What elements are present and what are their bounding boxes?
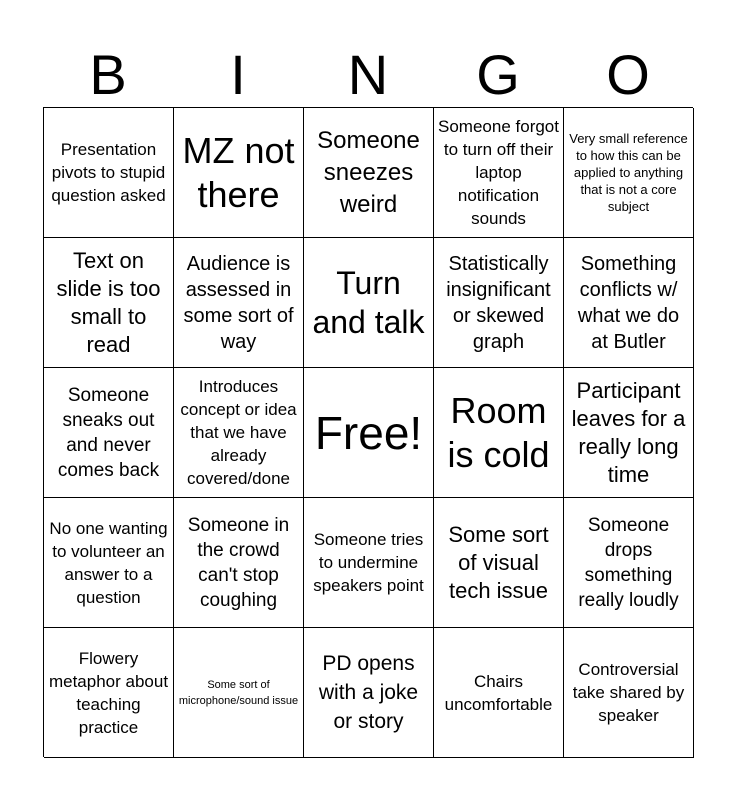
bingo-cell[interactable]: [174, 498, 304, 628]
bingo-cell[interactable]: [434, 238, 564, 368]
cell-text: Chairs uncomfortable: [444, 671, 553, 714]
bingo-cell[interactable]: [174, 108, 304, 238]
free-space-text: Free!: [314, 406, 423, 459]
header-letter-i: I: [230, 43, 246, 106]
bingo-cell[interactable]: [44, 368, 174, 498]
cell-text: Flowery metaphor about teaching practice: [48, 648, 169, 737]
header-letter-o: O: [606, 43, 650, 106]
bingo-cell[interactable]: [44, 108, 174, 238]
bingo-cell[interactable]: [564, 498, 694, 628]
bingo-cell[interactable]: [434, 498, 564, 628]
bingo-cell[interactable]: [434, 108, 564, 238]
bingo-cell[interactable]: [44, 498, 174, 628]
cell-text: Someone sneezes weird: [317, 126, 420, 218]
bingo-cell[interactable]: [564, 368, 694, 498]
bingo-cell[interactable]: [564, 108, 694, 238]
bingo-cell[interactable]: [44, 628, 174, 758]
bingo-header: [43, 44, 693, 106]
bingo-cell[interactable]: [434, 368, 564, 498]
cell-text: Controversial take shared by speaker: [572, 660, 685, 725]
cell-text: Very small reference to how this can be applied to anything that is not a core subject: [569, 131, 688, 214]
cell-text: Statistically insignificant or skewed graph: [446, 252, 551, 353]
bingo-cell[interactable]: [174, 238, 304, 368]
cell-text: Some sort of microphone/sound issue: [178, 678, 299, 707]
bingo-cell[interactable]: [564, 238, 694, 368]
cell-text: Introduces concept or idea that we have already covered/done: [180, 377, 297, 488]
bingo-cell[interactable]: [564, 628, 694, 758]
cell-text: No one wanting to volunteer an answer to a question: [49, 518, 168, 607]
bingo-grid: [43, 107, 693, 757]
cell-text: Something conflicts w/ what we do at Butler: [577, 252, 680, 353]
header-letter-b: B: [89, 43, 127, 106]
cell-text: Someone drops something really loudly: [578, 514, 679, 611]
header-letter-g: G: [476, 43, 520, 106]
cell-text: Someone sneaks out and never comes back: [57, 384, 160, 481]
cell-text: Presentation pivots to stupid question asked: [51, 140, 166, 205]
bingo-cell[interactable]: [434, 628, 564, 758]
cell-text: Someone tries to undermine speakers point: [313, 530, 424, 595]
cell-text: MZ not there: [182, 129, 295, 215]
bingo-cell[interactable]: [44, 238, 174, 368]
bingo-cell[interactable]: [174, 628, 304, 758]
cell-text: Someone in the crowd can't stop coughing: [187, 514, 290, 611]
bingo-cell[interactable]: [304, 498, 434, 628]
header-letter-n: N: [347, 43, 389, 106]
bingo-cell[interactable]: [174, 368, 304, 498]
cell-text: Someone forgot to turn off their laptop notification sounds: [438, 117, 559, 228]
cell-text: Participant leaves for a really long time: [571, 377, 686, 487]
cell-text: Room is cold: [447, 389, 550, 475]
bingo-cell[interactable]: [304, 628, 434, 758]
bingo-cell[interactable]: [304, 108, 434, 238]
cell-text: Some sort of visual tech issue: [448, 521, 549, 603]
bingo-cell[interactable]: [304, 238, 434, 368]
cell-text: Text on slide is too small to read: [56, 247, 161, 357]
bingo-cell-free[interactable]: [304, 368, 434, 498]
cell-text: PD opens with a joke or story: [318, 652, 419, 733]
cell-text: Audience is assessed in some sort of way: [183, 252, 294, 353]
cell-text: Turn and talk: [312, 264, 425, 340]
